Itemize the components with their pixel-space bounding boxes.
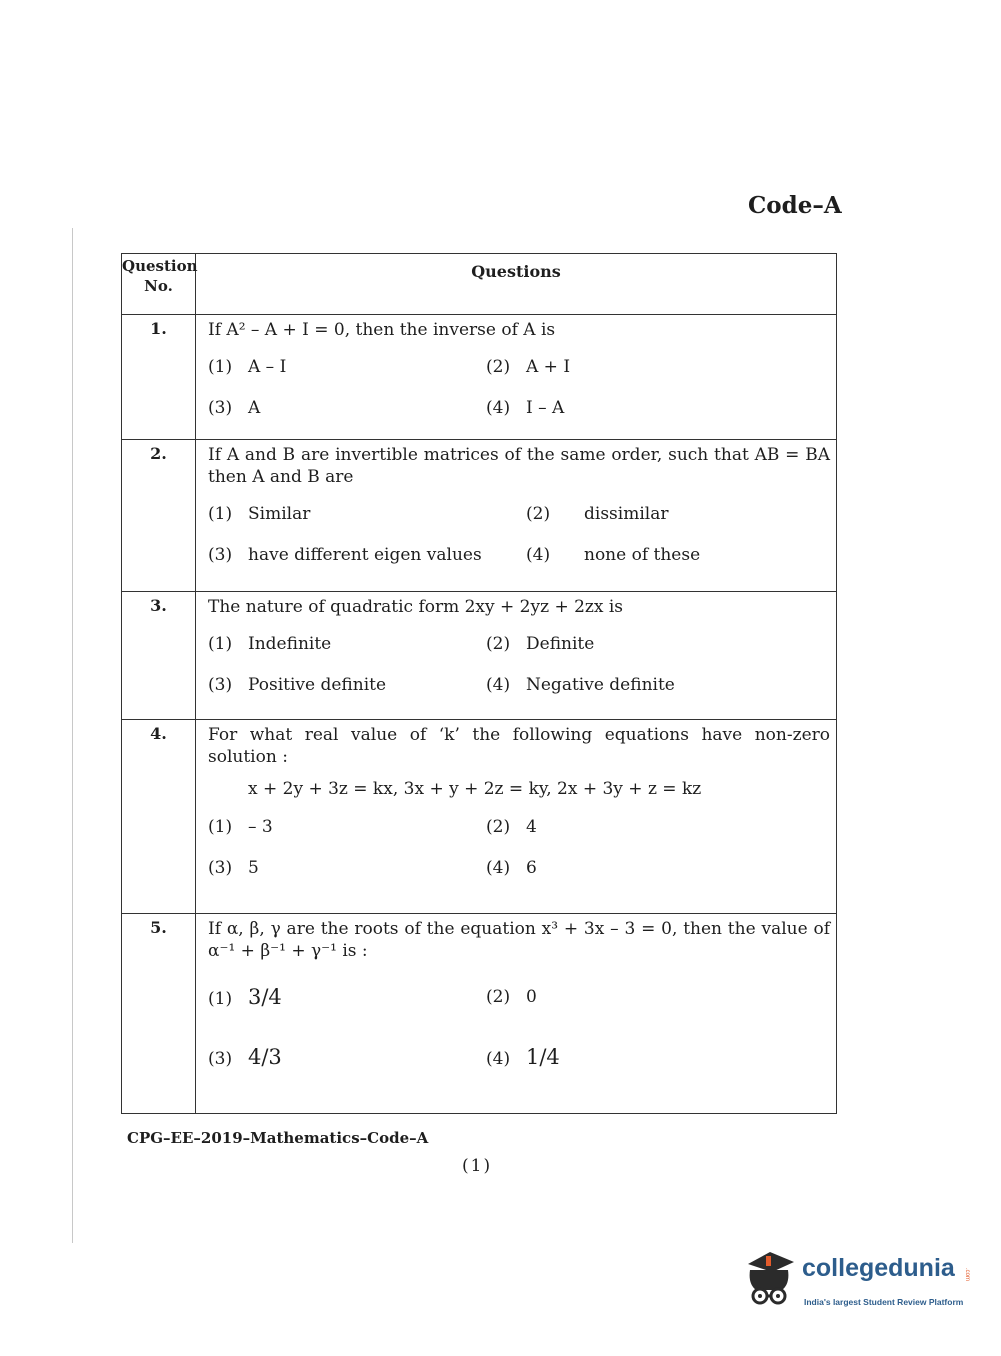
option: (1) 3/4 (208, 985, 282, 1009)
option: (3) Positive definite (208, 675, 387, 695)
question-stem: If α, β, γ are the roots of the equation x³ + 3x – 3 = 0, then the value of α⁻¹ + β⁻¹ + γ⁻¹ is : (208, 919, 830, 961)
option: (4) Negative definite (486, 675, 675, 695)
question-stem: For what real value of ‘k’ the following equations have non-zero solution : (208, 725, 830, 767)
option: (2) Definite (486, 634, 595, 654)
question-number: 3. (122, 592, 196, 720)
question-body (196, 592, 837, 720)
question-number: 4. (122, 720, 196, 914)
question-row (122, 592, 837, 720)
option: (1) A – I (208, 357, 287, 377)
equation-system: x + 2y + 3z = kx, 3x + y + 2z = ky, 2x + 3y + z = kz (248, 779, 702, 799)
question-body (196, 720, 837, 914)
option: (3) have different eigen values (208, 545, 482, 565)
question-body (196, 315, 837, 440)
collegedunia-logo (742, 1250, 982, 1320)
option: (2) A + I (486, 357, 571, 377)
question-row (122, 914, 837, 1114)
options-grid (208, 503, 830, 566)
table-header-row (122, 254, 837, 315)
logo-wordmark: collegedunia (802, 1254, 955, 1282)
options-grid (208, 633, 830, 696)
question-row (122, 720, 837, 914)
options-grid (208, 356, 830, 419)
option: (2) dissimilar (526, 504, 669, 524)
option: (2) 0 (486, 987, 537, 1007)
options-grid (208, 986, 830, 1070)
question-number: 5. (122, 914, 196, 1114)
paper-code-label: Code–A (748, 192, 842, 219)
option: (2) 4 (486, 817, 537, 837)
question-stem: The nature of quadratic form 2xy + 2yz + 2zx is (208, 597, 624, 617)
option: (1) Similar (208, 504, 311, 524)
question-stem: If A and B are invertible matrices of the same order, such that AB = BA then A and B are (208, 445, 830, 487)
scan-margin-line (72, 228, 73, 1243)
footer-paper-code: CPG–EE–2019–Mathematics–Code–A (127, 1129, 429, 1147)
option: (1) – 3 (208, 817, 273, 837)
option: (3) 4/3 (208, 1045, 282, 1069)
header-questions: Questions (196, 254, 837, 315)
question-body (196, 440, 837, 592)
option: (3) 5 (208, 858, 259, 878)
logo-dotcom: .com (964, 1268, 970, 1282)
question-body (196, 914, 837, 1114)
question-row (122, 315, 837, 440)
options-grid (208, 816, 830, 879)
option: (4) I – A (486, 398, 565, 418)
option: (3) A (208, 398, 261, 418)
header-question-no: Question No. (122, 254, 196, 315)
questions-table (121, 253, 837, 1114)
logo-tagline: India's largest Student Review Platform (804, 1297, 964, 1307)
option: (1) Indefinite (208, 634, 332, 654)
page-number: (1) (462, 1156, 493, 1176)
question-number: 1. (122, 315, 196, 440)
option: (4) 6 (486, 858, 537, 878)
option: (4) 1/4 (486, 1045, 560, 1069)
question-row (122, 440, 837, 592)
option: (4) none of these (526, 545, 701, 565)
question-number: 2. (122, 440, 196, 592)
mascot-icon (742, 1250, 800, 1312)
question-stem: If A² – A + I = 0, then the inverse of A is (208, 320, 556, 340)
